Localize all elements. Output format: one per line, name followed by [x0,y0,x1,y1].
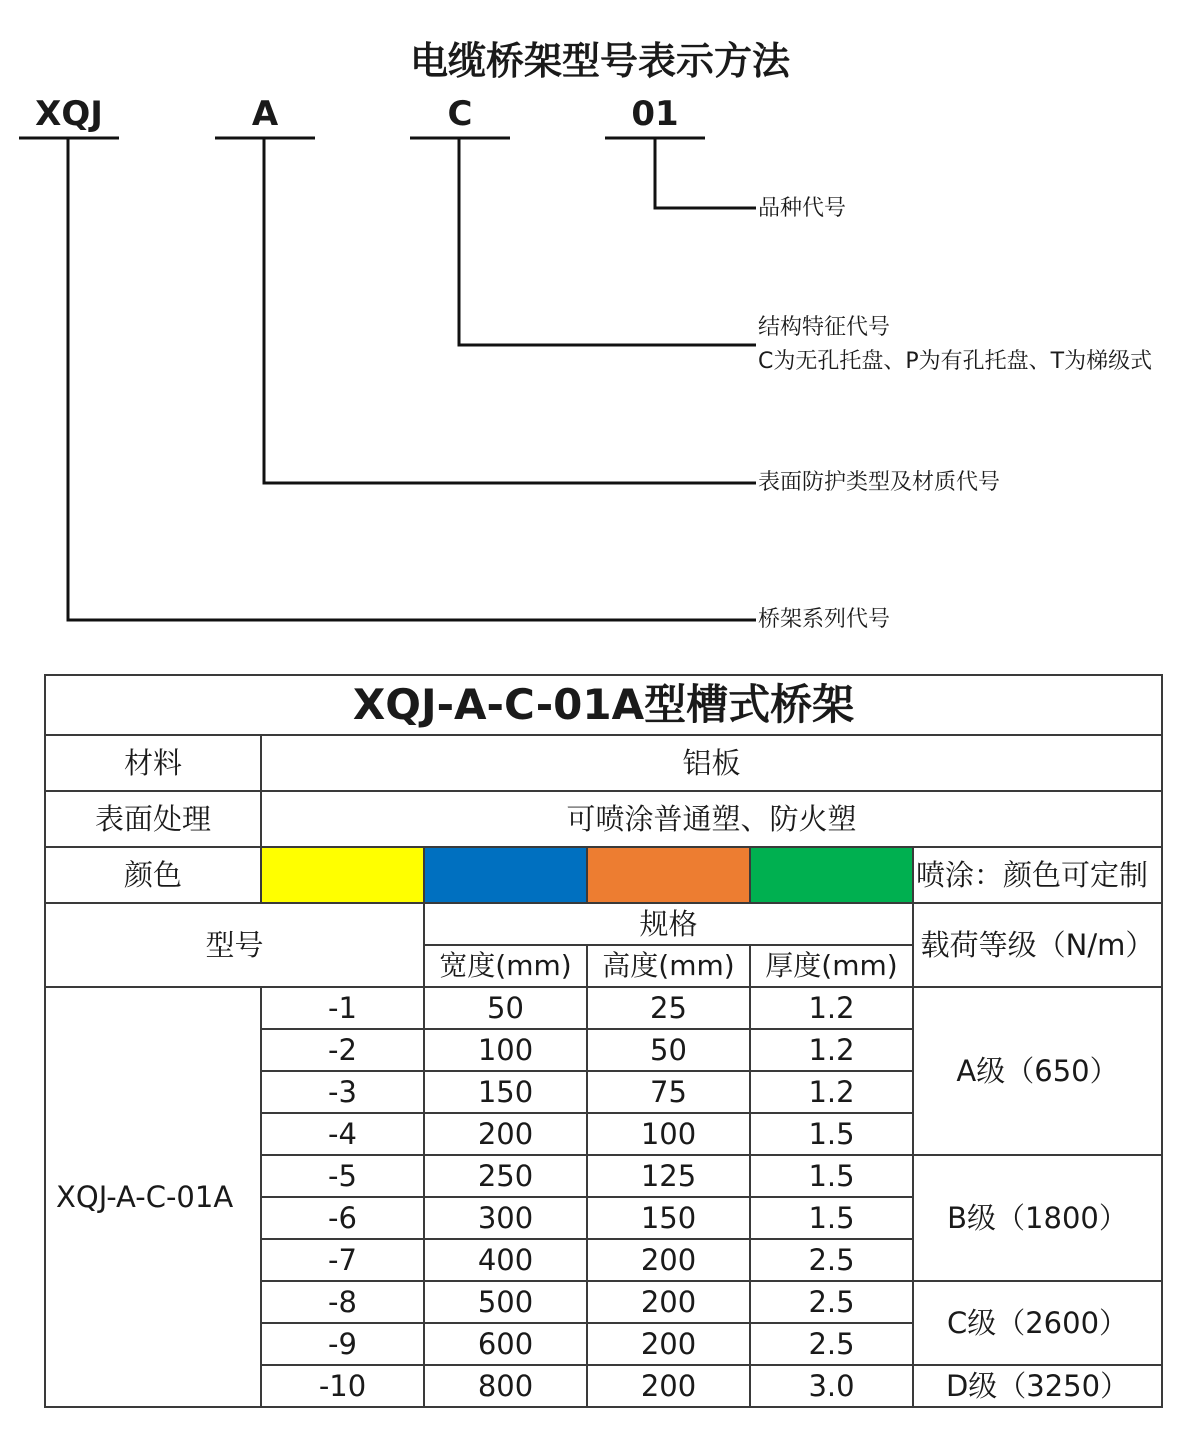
header-spec: 规格 [424,903,913,945]
color-swatch-yellow [261,847,424,903]
width-cell: 200 [424,1113,587,1155]
surface-label: 表面处理 [45,791,261,847]
thickness-cell: 1.2 [750,1071,913,1113]
table-title: XQJ-A-C-01A型槽式桥架 [45,675,1162,735]
code-series: XQJ [35,94,103,134]
model-suffix-cell: -3 [261,1071,424,1113]
width-cell: 300 [424,1197,587,1239]
thickness-cell: 1.5 [750,1113,913,1155]
model-name-cell: XQJ-A-C-01A [45,987,261,1407]
material-label: 材料 [45,735,261,791]
model-suffix-cell: -9 [261,1323,424,1365]
width-cell: 500 [424,1281,587,1323]
width-cell: 150 [424,1071,587,1113]
thickness-cell: 1.2 [750,1029,913,1071]
material-value: 铝板 [261,735,1162,791]
desc-series: 桥架系列代号 [758,607,891,632]
width-cell: 600 [424,1323,587,1365]
load-grade-cell: C级（2600） [913,1281,1162,1365]
color-note: 喷涂：颜色可定制 [913,847,1162,903]
model-suffix-cell: -2 [261,1029,424,1071]
model-suffix-cell: -10 [261,1365,424,1407]
color-row [45,847,1162,903]
header-load: 载荷等级（N/m） [913,903,1162,987]
load-grade-cell: D级（3250） [913,1365,1162,1407]
height-cell: 125 [587,1155,750,1197]
connector-surface [264,138,756,483]
model-suffix-cell: -7 [261,1239,424,1281]
height-cell: 50 [587,1029,750,1071]
surface-value: 可喷涂普通塑、防火塑 [261,791,1162,847]
color-swatch-blue [424,847,587,903]
width-cell: 50 [424,987,587,1029]
model-suffix-cell: -6 [261,1197,424,1239]
desc-structure-detail: C为无孔托盘、P为有孔托盘、T为梯级式 [758,349,1153,374]
model-suffix-cell: -1 [261,987,424,1029]
code-variety: 01 [631,94,679,134]
height-cell: 200 [587,1365,750,1407]
code-structure: C [447,94,473,134]
desc-structure: 结构特征代号 [758,315,891,340]
thickness-cell: 1.2 [750,987,913,1029]
width-cell: 400 [424,1239,587,1281]
data-rows [45,987,1162,1407]
width-cell: 800 [424,1365,587,1407]
material-row [45,735,1162,791]
load-grade-cell: B级（1800） [913,1155,1162,1281]
thickness-cell: 1.5 [750,1155,913,1197]
connector-lines [0,0,1200,660]
thickness-cell: 2.5 [750,1239,913,1281]
load-grade-cell: A级（650） [913,987,1162,1155]
model-suffix-cell: -4 [261,1113,424,1155]
color-swatch-orange [587,847,750,903]
table-row [45,987,1162,1029]
thickness-cell: 2.5 [750,1323,913,1365]
header-row-1 [45,903,1162,945]
code-surface: A [251,94,279,134]
connector-series [68,138,756,620]
height-cell: 25 [587,987,750,1029]
height-cell: 200 [587,1323,750,1365]
table-title-row [45,675,1162,735]
diagram-title: 电缆桥架型号表示方法 [409,39,790,83]
model-suffix-cell: -8 [261,1281,424,1323]
height-cell: 75 [587,1071,750,1113]
connector-structure [459,138,756,345]
header-thickness: 厚度(mm) [750,945,913,987]
width-cell: 250 [424,1155,587,1197]
desc-surface: 表面防护类型及材质代号 [758,470,1001,495]
header-width: 宽度(mm) [424,945,587,987]
connector-variety [655,138,756,208]
height-cell: 150 [587,1197,750,1239]
thickness-cell: 1.5 [750,1197,913,1239]
height-cell: 100 [587,1113,750,1155]
color-swatch-green [750,847,913,903]
thickness-cell: 2.5 [750,1281,913,1323]
width-cell: 100 [424,1029,587,1071]
color-label: 颜色 [45,847,261,903]
surface-row [45,791,1162,847]
header-model: 型号 [45,903,424,987]
height-cell: 200 [587,1239,750,1281]
desc-variety: 品种代号 [758,196,847,221]
thickness-cell: 3.0 [750,1365,913,1407]
model-notation-diagram [0,0,1200,660]
header-height: 高度(mm) [587,945,750,987]
spec-table [44,674,1163,1408]
height-cell: 200 [587,1281,750,1323]
model-suffix-cell: -5 [261,1155,424,1197]
